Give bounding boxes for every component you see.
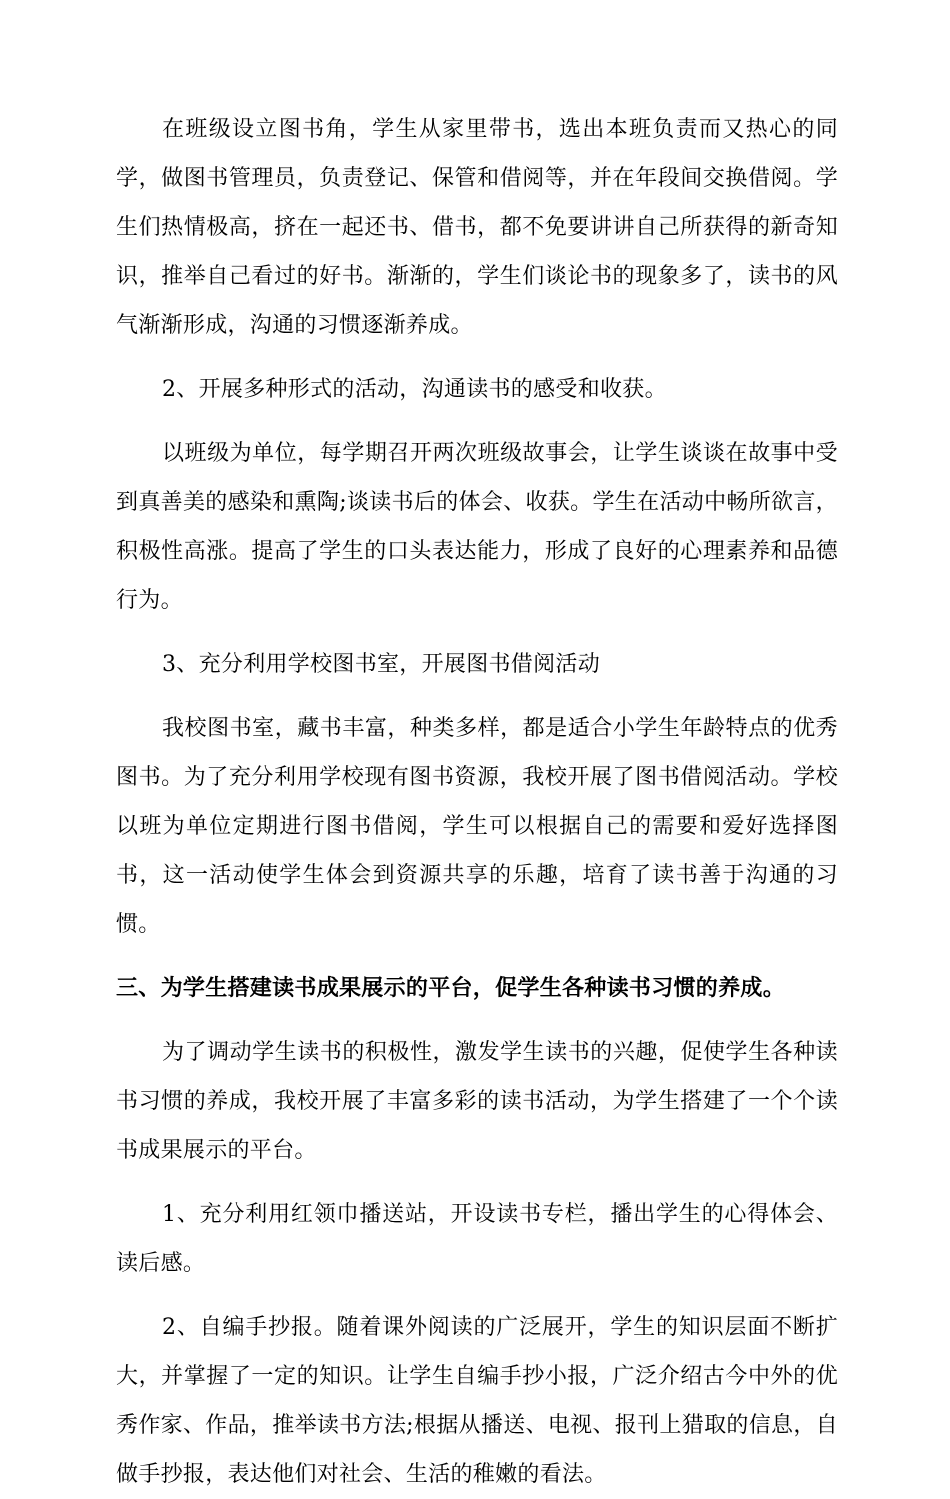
paragraph-gap <box>116 949 838 964</box>
paragraph-gap <box>116 1288 838 1303</box>
paragraph-gap <box>116 625 838 640</box>
paragraph-reading-platform: 为了调动学生读书的积极性，激发学生读书的兴趣，促使学生各种读书习惯的养成，我校开展了丰富多彩的读书活动，为学生搭建了一个个读书成果展示的平台。 <box>116 1040 838 1163</box>
paragraph-gap <box>116 1013 838 1028</box>
paragraph-item-3-library: 3、充分利用学校图书室，开展图书借阅活动 <box>162 652 600 677</box>
paragraph-gap <box>116 689 838 704</box>
paragraph-gap <box>116 1175 838 1190</box>
paragraph-item-2-activities: 2、开展多种形式的活动，沟通读书的感受和收获。 <box>162 377 667 402</box>
document-page <box>116 105 838 1499</box>
paragraph-gap <box>116 350 838 365</box>
paragraph-book-corner: 在班级设立图书角，学生从家里带书，选出本班负责而又热心的同学，做图书管理员，负责登记、保管和借阅等，并在年段间交换借阅。学生们热情极高，挤在一起还书、借书，都不免要讲讲自己所获得的新奇知识，推举自己看过的好书。渐渐的，学生们谈论书的现象多了，读书的风气渐渐形成，沟通的习惯逐渐养成。 <box>116 117 838 338</box>
paragraph-library-borrowing: 我校图书室，藏书丰富，种类多样，都是适合小学生年龄特点的优秀图书。为了充分利用学校现有图书资源，我校开展了图书借阅活动。学校以班为单位定期进行图书借阅，学生可以根据自己的需要和爱好选择图书，这一活动使学生体会到资源共享的乐趣，培育了读书善于沟通的习惯。 <box>116 716 838 937</box>
paragraph-item-1-broadcast: 1、充分利用红领巾播送站，开设读书专栏，播出学生的心得体会、读后感。 <box>116 1202 838 1276</box>
paragraph-story-meeting: 以班级为单位，每学期召开两次班级故事会，让学生谈谈在故事中受到真善美的感染和熏陶;谈读书后的体会、收获。学生在活动中畅所欲言，积极性高涨。提高了学生的口头表达能力，形成了良好的心理素养和品德行为。 <box>116 441 838 613</box>
paragraph-item-2-handwritten-newspaper: 2、自编手抄报。随着课外阅读的广泛展开，学生的知识层面不断扩大，并掌握了一定的知识。让学生自编手抄小报，广泛介绍古今中外的优秀作家、作品，推举读书方法;根据从播送、电视、报刊上猎取的信息，自做手抄报，表达他们对社会、生活的稚嫩的看法。 <box>116 1315 838 1487</box>
paragraph-gap <box>116 414 838 429</box>
section-heading-3: 三、为学生搭建读书成果展示的平台，促学生各种读书习惯的养成。 <box>116 975 786 1001</box>
